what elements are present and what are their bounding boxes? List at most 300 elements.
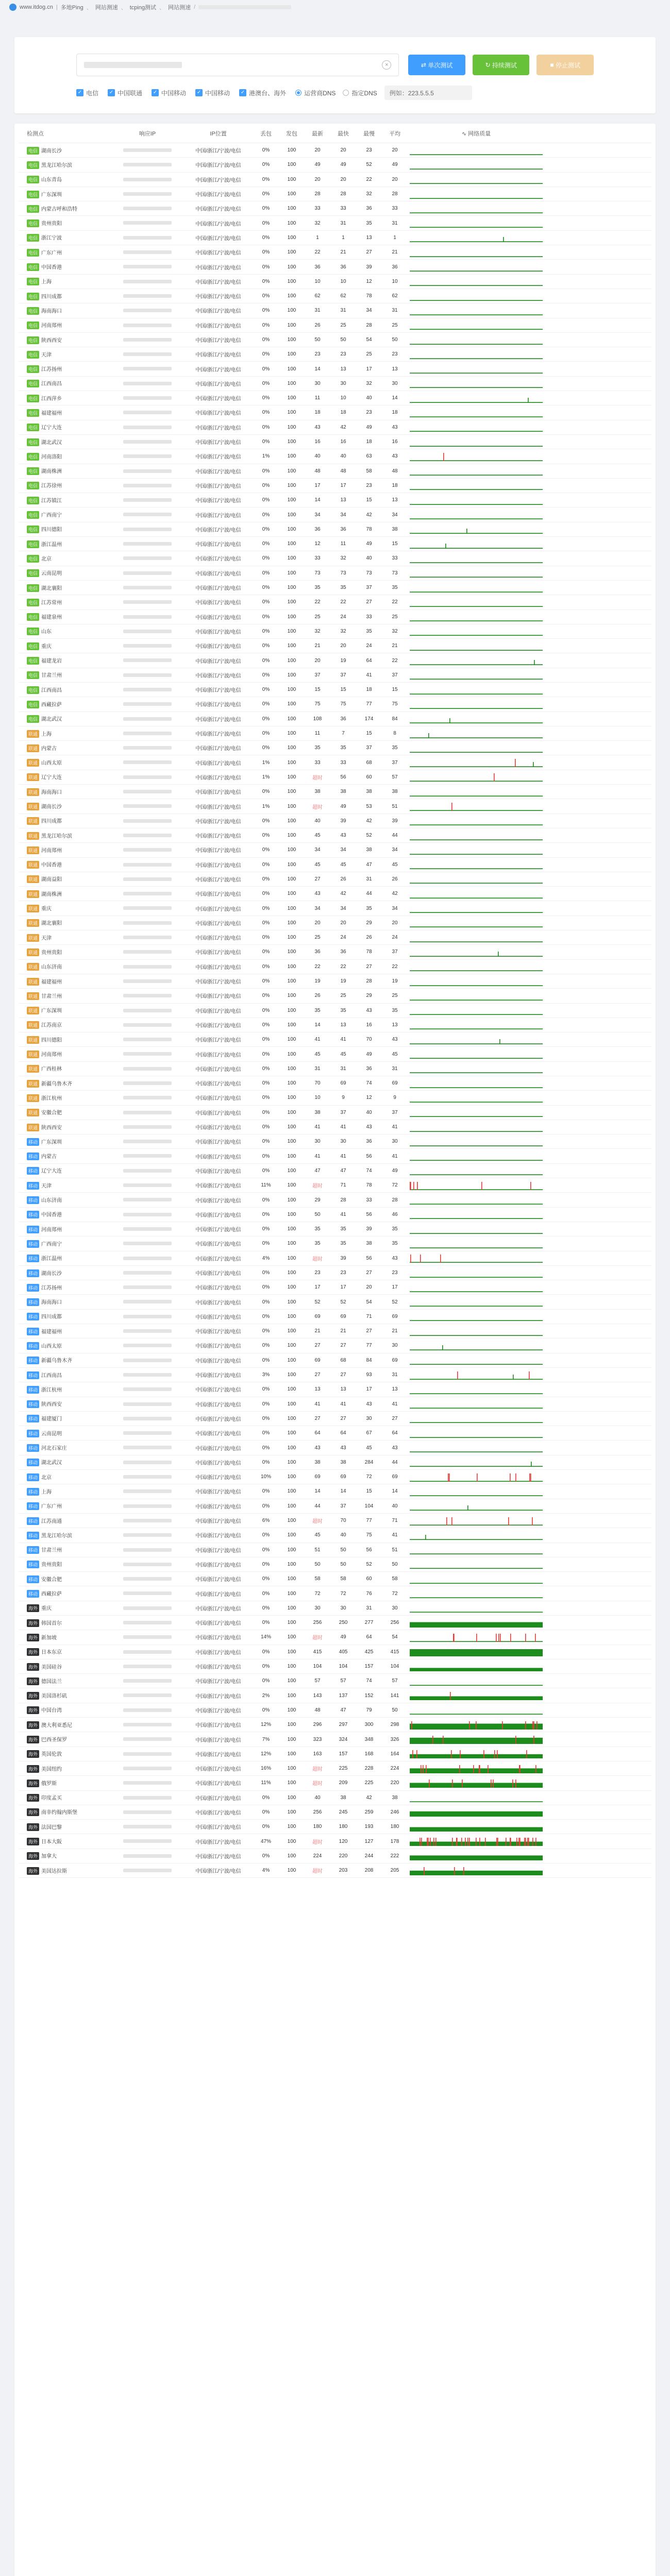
sent-cell: 100 — [287, 1343, 296, 1349]
location-cell: 中国/浙江/宁波/电信 — [195, 1329, 241, 1335]
checkbox-telecom[interactable]: ✓ 电信 — [76, 89, 98, 97]
fastest-cell: 250 — [339, 1620, 348, 1626]
location-cell: 中国/浙江/宁波/电信 — [195, 994, 241, 1000]
ip-cell — [111, 395, 183, 401]
latest-cell: 75 — [314, 701, 321, 707]
quality-chart — [408, 684, 545, 696]
sent-cell: 100 — [287, 1124, 296, 1130]
table-row — [19, 1645, 651, 1659]
quality-sparkline — [410, 1865, 543, 1876]
location-cell: 中国/浙江/宁波/电信 — [195, 1271, 241, 1277]
loss-cell: 0% — [262, 526, 270, 532]
sent-cell: 100 — [287, 497, 296, 503]
node-cell — [19, 1269, 111, 1277]
loss-cell: 0% — [262, 1080, 270, 1087]
loss-cell: 0% — [262, 1620, 270, 1626]
masked-ip — [123, 1591, 172, 1595]
node-city: 美国达拉斯 — [41, 1868, 68, 1874]
crumb-tcping[interactable]: tcping测试 — [129, 5, 157, 11]
node-cell — [19, 1619, 111, 1627]
masked-ip — [123, 1533, 172, 1537]
stop-test-button[interactable]: ■ 停止测试 — [537, 55, 594, 75]
fastest-cell: 27 — [340, 1343, 346, 1349]
slowest-cell: 38 — [366, 789, 372, 795]
avg-cell: 326 — [390, 1736, 399, 1742]
quality-chart — [408, 932, 545, 943]
quality-baseline — [410, 1247, 543, 1248]
quality-baseline — [410, 606, 543, 607]
location-cell: 中国/浙江/宁波/电信 — [195, 848, 241, 854]
avg-cell: 38 — [392, 789, 398, 795]
node-city: 河南郑州 — [41, 1227, 62, 1233]
isp-badge: 电信 — [27, 686, 39, 694]
loss-spike — [430, 1838, 431, 1846]
latest-cell: 69 — [314, 1313, 321, 1319]
isp-badge: 联通 — [27, 788, 39, 796]
slowest-cell: 35 — [366, 628, 372, 634]
ip-cell — [111, 541, 183, 547]
ip-cell — [111, 1722, 183, 1727]
node-cell — [19, 1502, 111, 1510]
table-row — [19, 1440, 651, 1455]
sent-cell: 100 — [287, 308, 296, 314]
sent-cell: 100 — [287, 1445, 296, 1451]
quality-baseline — [410, 460, 543, 461]
sent-cell: 100 — [287, 687, 296, 693]
isp-badge: 移动 — [27, 1167, 39, 1175]
node-city: 上海 — [41, 731, 52, 737]
fastest-cell: 13 — [340, 366, 346, 372]
sent-cell: 100 — [287, 1664, 296, 1670]
radio-custom-dns[interactable]: 指定DNS — [343, 89, 377, 97]
sent-cell: 100 — [287, 468, 296, 474]
avg-cell: 30 — [392, 1343, 398, 1349]
latest-cell: 256 — [313, 1620, 322, 1626]
loss-spike — [494, 1750, 495, 1758]
loss-cell: 0% — [262, 555, 270, 562]
quality-baseline — [410, 198, 543, 199]
loss-spike — [454, 1634, 455, 1642]
single-test-button[interactable]: ⇄ 单次测试 — [408, 55, 465, 75]
avg-cell: 43 — [392, 1445, 398, 1451]
isp-badge: 移动 — [27, 1517, 39, 1525]
location-cell: 中国/浙江/宁波/电信 — [195, 950, 241, 956]
isp-badge: 移动 — [27, 1546, 39, 1554]
fastest-cell: 324 — [339, 1736, 348, 1742]
loss-cell: 12% — [260, 1751, 271, 1757]
loss-cell: 0% — [262, 497, 270, 503]
latest-cell: 超时 — [312, 775, 323, 781]
node-cell — [19, 233, 111, 242]
node-cell — [19, 423, 111, 431]
quality-chart — [408, 465, 545, 477]
ip-cell — [111, 1766, 183, 1771]
quality-baseline — [410, 314, 543, 315]
quality-sparkline — [410, 903, 543, 914]
latest-cell: 20 — [314, 920, 321, 926]
ip-cell — [111, 643, 183, 649]
isp-badge: 移动 — [27, 1459, 39, 1466]
masked-ip — [123, 1329, 172, 1333]
ip-cell — [111, 527, 183, 532]
quality-sparkline — [410, 1675, 543, 1687]
location-cell: 中国/浙江/宁波/电信 — [195, 1795, 241, 1802]
slowest-cell: 52 — [366, 1561, 372, 1567]
quality-sparkline — [410, 582, 543, 594]
masked-ip — [123, 819, 172, 823]
loss-cell: 0% — [262, 1824, 270, 1830]
quality-sparkline — [410, 1530, 543, 1541]
crumb-web[interactable]: 网站测速 — [168, 5, 191, 11]
slowest-cell: 60 — [366, 774, 372, 780]
ip-cell — [111, 1080, 183, 1086]
sent-cell: 100 — [287, 366, 296, 372]
table-row — [19, 1310, 651, 1324]
avg-cell: 20 — [392, 920, 398, 926]
fastest-cell: 41 — [340, 1211, 346, 1217]
table-row — [19, 1791, 651, 1805]
latency-spike — [499, 1039, 500, 1044]
masked-ip — [123, 1125, 172, 1129]
fastest-cell: 62 — [340, 293, 346, 299]
slowest-cell: 23 — [366, 482, 372, 488]
sent-cell: 100 — [287, 337, 296, 343]
sent-cell: 100 — [287, 1824, 296, 1830]
masked-ip — [123, 1315, 172, 1318]
fastest-cell: 10 — [340, 395, 346, 401]
quality-sparkline — [410, 1806, 543, 1818]
table-row — [19, 1863, 651, 1878]
loss-cell: 0% — [262, 1430, 270, 1436]
ip-cell — [111, 410, 183, 415]
isp-badge: 电信 — [27, 321, 39, 329]
latest-cell: 22 — [314, 963, 321, 970]
checkbox-mobile[interactable]: ✓ 中国移动 — [152, 89, 186, 97]
fastest-cell: 36 — [340, 949, 346, 955]
quality-sparkline — [410, 1063, 543, 1074]
node-cell — [19, 802, 111, 810]
latest-cell: 14 — [314, 1022, 321, 1028]
sent-cell: 100 — [287, 1751, 296, 1757]
quality-baseline — [410, 708, 543, 709]
masked-ip — [123, 1489, 172, 1493]
quality-sparkline — [410, 1486, 543, 1497]
avg-cell: 1 — [393, 234, 396, 241]
node-city: 贵州贵阳 — [41, 221, 62, 227]
node-city: 北京 — [41, 556, 52, 562]
avg-cell: 72 — [392, 1182, 398, 1189]
ip-cell — [111, 1809, 183, 1815]
node-cell — [19, 1094, 111, 1102]
node-city: 法国巴黎 — [41, 1824, 62, 1831]
avg-cell: 164 — [390, 1751, 399, 1757]
fastest-cell: 56 — [340, 774, 346, 780]
avg-cell: 10 — [392, 278, 398, 284]
avg-cell: 13 — [392, 366, 398, 372]
table-row — [19, 362, 651, 376]
node-cell — [19, 919, 111, 927]
isp-badge: 海外 — [27, 1867, 39, 1875]
loss-cell: 0% — [262, 1241, 270, 1247]
isp-badge: 移动 — [27, 1211, 39, 1218]
slowest-cell: 35 — [366, 905, 372, 911]
header-col-sent: 发包 — [286, 130, 297, 137]
isp-badge: 电信 — [27, 467, 39, 475]
quality-chart — [408, 291, 545, 302]
masked-ip — [123, 338, 172, 342]
loss-spike — [479, 1765, 480, 1773]
quality-baseline — [410, 1622, 543, 1627]
slowest-cell: 22 — [366, 176, 372, 182]
slowest-cell: 36 — [366, 206, 372, 212]
latest-cell: 16 — [314, 439, 321, 445]
loss-spike — [451, 803, 453, 811]
table-row — [19, 1718, 651, 1732]
latency-spike — [445, 544, 446, 549]
loss-cell: 0% — [262, 1109, 270, 1115]
location-cell: 中国/浙江/宁波/电信 — [195, 513, 241, 519]
location-cell: 中国/浙江/宁波/电信 — [195, 294, 241, 300]
fastest-cell: 42 — [340, 424, 346, 430]
isp-badge: 联通 — [27, 1007, 39, 1014]
quality-baseline — [410, 358, 543, 359]
checkbox-overseas[interactable]: ✓ 港澳台、海外 — [239, 89, 286, 97]
node-cell — [19, 1312, 111, 1320]
sent-cell: 100 — [287, 541, 296, 547]
isp-badge: 移动 — [27, 1430, 39, 1437]
isp-badge: 电信 — [27, 584, 39, 592]
quality-chart — [408, 421, 545, 433]
loss-cell: 0% — [262, 278, 270, 284]
dns-input[interactable]: 例如：223.5.5.5 — [384, 86, 472, 100]
table-row — [19, 333, 651, 347]
site-link[interactable]: www.itdog.cn — [20, 4, 53, 10]
isp-badge: 联通 — [27, 1050, 39, 1058]
latest-cell: 58 — [314, 1576, 321, 1582]
table-row — [19, 1688, 651, 1703]
quality-baseline — [410, 387, 543, 388]
node-cell — [19, 263, 111, 271]
node-city: 江苏南京 — [41, 1023, 62, 1029]
isp-badge: 联通 — [27, 803, 39, 810]
masked-ip — [123, 280, 172, 283]
node-city: 河北石家庄 — [41, 1446, 68, 1452]
quality-sparkline — [410, 728, 543, 739]
latest-cell: 48 — [314, 468, 321, 474]
host-input[interactable] — [76, 54, 399, 76]
node-city: 湖北武汉 — [41, 1460, 62, 1466]
avg-cell: 44 — [392, 833, 398, 839]
avg-cell: 28 — [392, 191, 398, 197]
loss-cell: 0% — [262, 176, 270, 182]
quality-chart — [408, 1602, 545, 1614]
quality-chart — [408, 1428, 545, 1439]
sent-cell: 100 — [287, 1022, 296, 1028]
location-cell: 中国/浙江/宁波/电信 — [195, 600, 241, 606]
slowest-cell: 18 — [366, 439, 372, 445]
table-row — [19, 464, 651, 479]
ip-cell — [111, 308, 183, 313]
avg-cell: 26 — [392, 876, 398, 882]
slowest-cell: 72 — [366, 1474, 372, 1480]
fastest-cell: 72 — [340, 1590, 346, 1597]
fastest-cell: 40 — [340, 1532, 346, 1538]
latest-cell: 40 — [314, 453, 321, 460]
avg-cell: 22 — [392, 599, 398, 605]
fastest-cell: 49 — [340, 1634, 346, 1640]
loss-cell: 0% — [262, 541, 270, 547]
quality-chart — [408, 1238, 545, 1249]
fastest-cell: 58 — [340, 1576, 346, 1582]
table-row — [19, 741, 651, 755]
checkbox-mobile-2[interactable]: ✓ 中国移动 — [195, 89, 230, 97]
table-row — [19, 1820, 651, 1834]
table-row — [19, 1674, 651, 1688]
quality-sparkline — [410, 159, 543, 171]
avg-cell: 44 — [392, 1459, 398, 1465]
radio-isp-dns[interactable]: 运营商DNS — [295, 89, 336, 97]
location-cell: 中国/浙江/宁波/电信 — [195, 1679, 241, 1685]
isp-badge: 电信 — [27, 161, 39, 169]
latency-spike — [449, 718, 450, 723]
continuous-test-button[interactable]: ↻ 持续测试 — [473, 55, 530, 75]
quality-sparkline — [410, 276, 543, 287]
ip-cell — [111, 614, 183, 620]
node-city: 江苏常州 — [41, 600, 62, 606]
fastest-cell: 40 — [340, 453, 346, 460]
fastest-cell: 31 — [340, 220, 346, 226]
loss-spike — [496, 1838, 497, 1846]
node-cell — [19, 321, 111, 329]
ip-cell — [111, 1197, 183, 1203]
latest-cell: 18 — [314, 410, 321, 416]
node-cell — [19, 613, 111, 621]
node-city: 山西太原 — [41, 760, 62, 767]
table-row — [19, 1776, 651, 1790]
header-col-ip: 响应IP — [139, 130, 156, 137]
node-city: 湖南株洲 — [41, 469, 62, 475]
loss-cell: 1% — [262, 759, 270, 766]
slowest-cell: 77 — [366, 1518, 372, 1524]
quality-sparkline — [410, 523, 543, 535]
crumb-ping[interactable]: 多地Ping — [60, 5, 83, 11]
crumb-speed[interactable]: 网站测速 — [95, 5, 118, 11]
node-cell — [19, 1166, 111, 1175]
quality-sparkline — [410, 625, 543, 637]
loss-spike — [506, 1838, 507, 1846]
loss-cell: 0% — [262, 978, 270, 985]
location-cell: 中国/浙江/宁波/电信 — [195, 862, 241, 869]
location-cell: 中国/浙江/宁波/电信 — [195, 1212, 241, 1218]
quality-baseline — [410, 548, 543, 549]
masked-ip — [123, 936, 172, 939]
loss-cell: 0% — [262, 1037, 270, 1043]
loss-cell: 0% — [262, 1299, 270, 1305]
loss-spike — [515, 1473, 516, 1482]
table-row — [19, 1382, 651, 1397]
fastest-cell: 209 — [339, 1780, 348, 1786]
node-city: 江西南昌 — [41, 1372, 62, 1379]
avg-cell: 36 — [392, 264, 398, 270]
avg-cell: 51 — [392, 1547, 398, 1553]
quality-baseline — [410, 1437, 543, 1438]
slowest-cell: 60 — [366, 1576, 372, 1582]
quality-baseline — [410, 1043, 543, 1044]
location-cell: 中国/浙江/宁波/电信 — [195, 192, 241, 198]
ip-cell — [111, 497, 183, 503]
ip-cell — [111, 1182, 183, 1188]
quality-baseline — [410, 1116, 543, 1117]
node-city: 山东济南 — [41, 964, 62, 971]
slowest-cell: 29 — [366, 993, 372, 999]
latest-cell: 62 — [314, 293, 321, 299]
table-row — [19, 347, 651, 362]
location-cell: 中国/浙江/宁波/电信 — [195, 207, 241, 213]
checkbox-unicom[interactable]: ✓ 中国联通 — [108, 89, 142, 97]
loss-spike — [535, 1634, 536, 1642]
slowest-cell: 36 — [366, 1139, 372, 1145]
node-city: 日本大阪 — [41, 1839, 62, 1845]
fastest-cell: 203 — [339, 1868, 348, 1874]
location-cell: 中国/浙江/宁波/电信 — [195, 571, 241, 577]
quality-baseline — [410, 270, 543, 272]
node-cell — [19, 146, 111, 155]
table-row — [19, 143, 651, 158]
isp-badge: 联通 — [27, 759, 39, 767]
node-cell — [19, 1706, 111, 1714]
clear-icon[interactable]: × — [382, 60, 391, 70]
slowest-cell: 157 — [364, 1664, 374, 1670]
quality-sparkline — [410, 1238, 543, 1249]
quality-chart — [408, 1792, 545, 1803]
avg-cell: 48 — [392, 468, 398, 474]
quality-baseline — [410, 504, 543, 505]
ip-cell — [111, 1503, 183, 1509]
masked-ip — [123, 848, 172, 852]
quality-sparkline — [410, 465, 543, 477]
node-city: 重庆 — [41, 643, 52, 650]
quality-baseline — [410, 1524, 543, 1526]
masked-ip — [123, 1810, 172, 1814]
node-city: 美国硅谷 — [41, 1664, 62, 1670]
fastest-cell: 27 — [340, 1372, 346, 1378]
quality-baseline — [410, 941, 543, 942]
table-row — [19, 420, 651, 435]
masked-ip — [123, 1504, 172, 1508]
slowest-cell: 78 — [366, 293, 372, 299]
quality-sparkline — [410, 873, 543, 885]
ip-cell — [111, 468, 183, 474]
table-row — [19, 1047, 651, 1061]
ip-cell — [111, 1284, 183, 1290]
quality-sparkline — [410, 917, 543, 928]
loss-spike — [518, 1838, 520, 1846]
latest-cell: 17 — [314, 1284, 321, 1291]
location-cell: 中国/浙江/宁波/电信 — [195, 746, 241, 752]
location-cell: 中国/浙江/宁波/电信 — [195, 877, 241, 883]
masked-ip — [123, 1257, 172, 1260]
table-row — [19, 726, 651, 741]
quality-sparkline — [410, 1500, 543, 1512]
loss-cell: 0% — [262, 716, 270, 722]
location-cell: 中国/浙江/宁波/电信 — [195, 1373, 241, 1379]
node-city: 甘肃兰州 — [41, 673, 62, 679]
fastest-cell: 18 — [340, 410, 346, 416]
table-row — [19, 449, 651, 464]
loss-cell: 2% — [262, 1692, 270, 1699]
sent-cell: 100 — [287, 1488, 296, 1495]
avg-cell: 38 — [392, 526, 398, 532]
